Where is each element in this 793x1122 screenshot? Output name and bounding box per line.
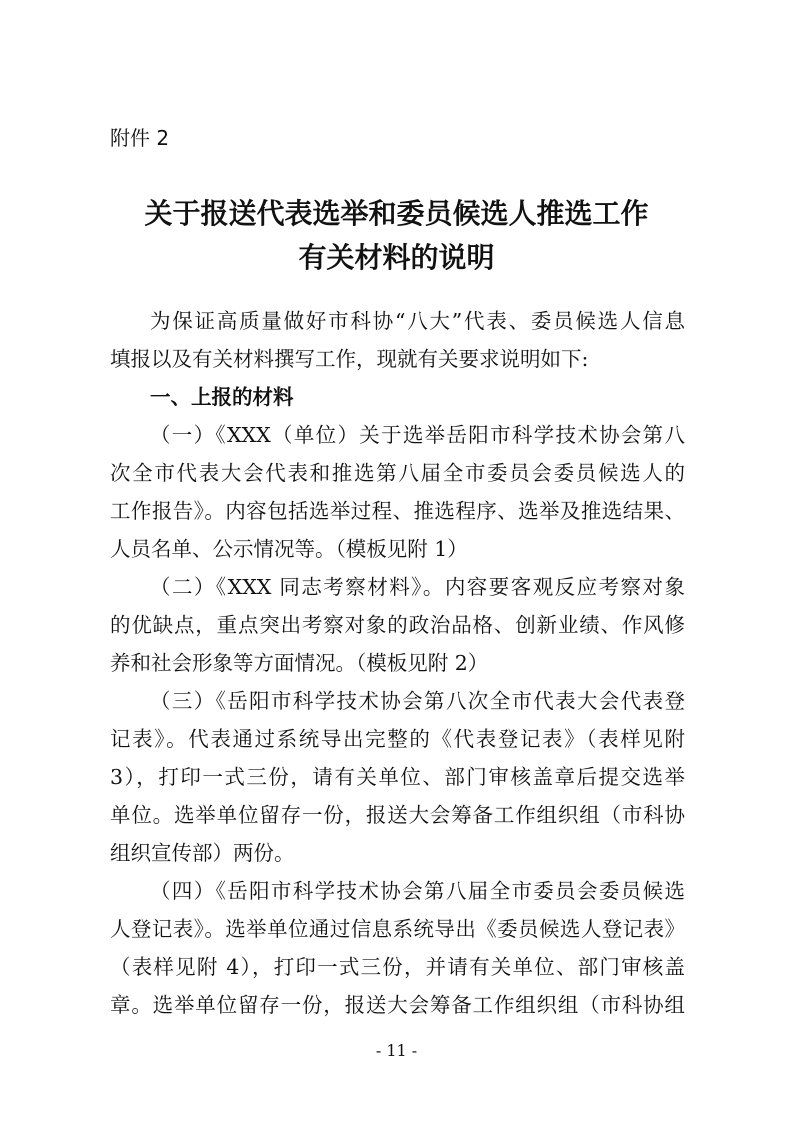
document-title-line-2: 有关材料的说明 xyxy=(298,241,495,274)
item1-line-1: （一）《XXX（单位）关于选举岳阳市科学技术协会第八 xyxy=(150,423,685,447)
item3-line-4: 单位。选举单位留存一份，报送大会筹备工作组织组（市科协 xyxy=(110,803,685,827)
section-heading: 一、上报的材料 xyxy=(150,385,294,409)
item4-line-4: 章。选举单位留存一份，报送大会筹备工作组织组（市科协组 xyxy=(110,993,685,1017)
item3-line-1: （三）《岳阳市科学技术协会第八次全市代表大会代表登 xyxy=(150,689,685,713)
item1-line-2: 次全市代表大会代表和推选第八届全市委员会委员候选人的 xyxy=(110,461,685,485)
intro-line-2: 填报以及有关材料撰写工作，现就有关要求说明如下: xyxy=(110,347,589,371)
item3-line-5: 组织宣传部）两份。 xyxy=(110,841,295,865)
item4-line-3: （表样见附 4），打印一式三份，并请有关单位、部门审核盖 xyxy=(110,955,685,979)
item4-line-1: （四）《岳阳市科学技术协会第八届全市委员会委员候选 xyxy=(150,879,685,903)
item2-line-3: 养和社会形象等方面情况。（模板见附 2） xyxy=(110,651,489,675)
attachment-label: 附件 2 xyxy=(110,126,170,150)
item4-line-2: 人登记表》。选举单位通过信息系统导出《委员候选人登记表》 xyxy=(110,917,685,941)
item1-line-3: 工作报告》。内容包括选举过程、推选程序、选举及推选结果、 xyxy=(110,499,685,523)
page-number: - 11 - xyxy=(375,1041,418,1060)
item1-line-4: 人员名单、公示情况等。（模板见附 1） xyxy=(110,537,468,561)
intro-line-1: 为保证高质量做好市科协“八大”代表、委员候选人信息 xyxy=(150,309,685,333)
item3-line-2: 记表》。代表通过系统导出完整的《代表登记表》（表样见附 xyxy=(110,727,685,751)
item3-line-3: 3），打印一式三份，请有关单位、部门审核盖章后提交选举 xyxy=(110,765,685,789)
document-title-line-1: 关于报送代表选举和委员候选人推选工作 xyxy=(144,197,649,230)
item2-line-2: 的优缺点，重点突出考察对象的政治品格、创新业绩、作风修 xyxy=(110,613,685,637)
item2-line-1: （二）《XXX 同志考察材料》。内容要客观反应考察对象 xyxy=(150,575,685,599)
